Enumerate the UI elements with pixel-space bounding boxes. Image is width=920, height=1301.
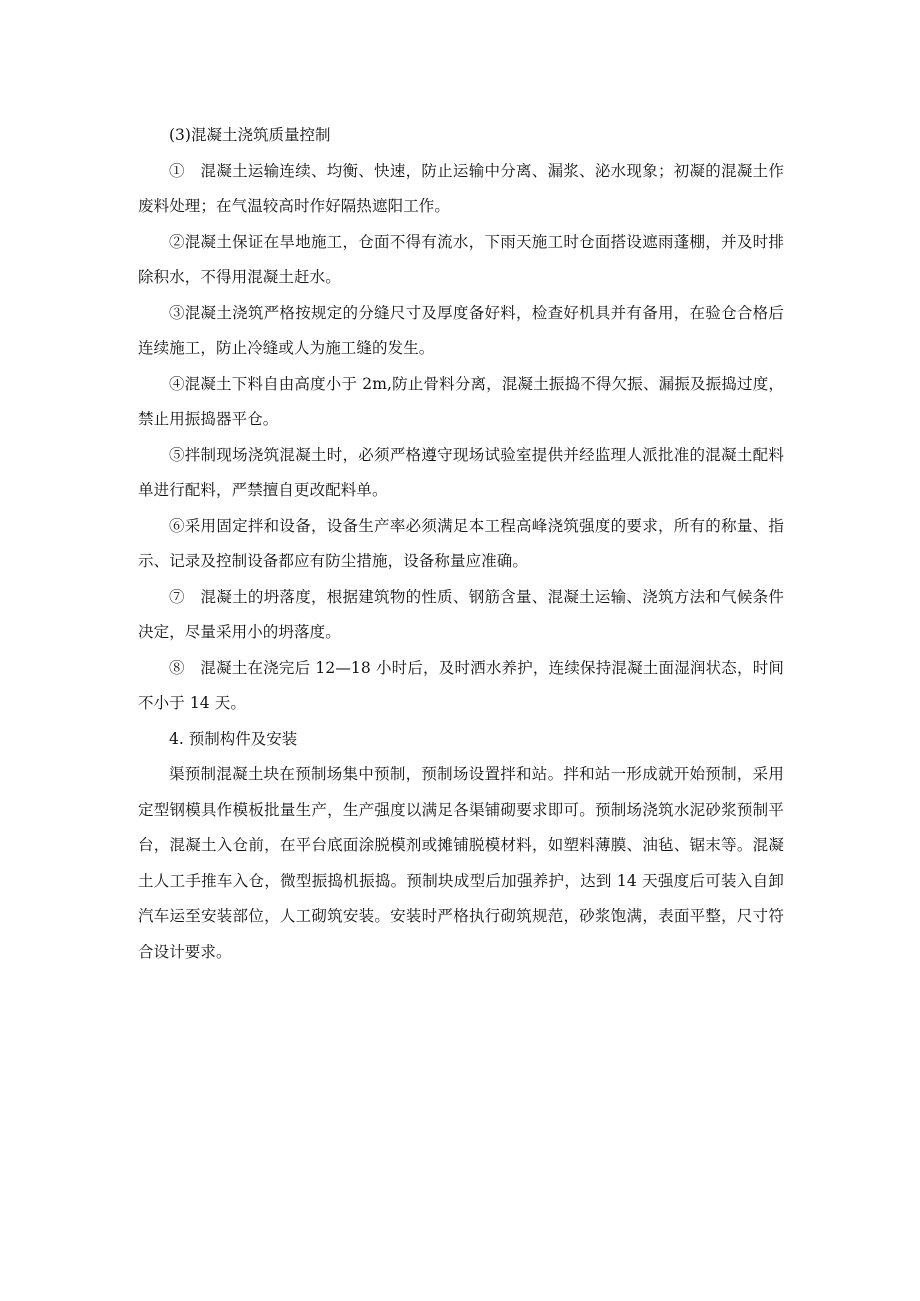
quality-item-6: ⑥采用固定拌和设备，设备生产率必须满足本工程高峰浇筑强度的要求，所有的称量、指示、记录及控制设备都应有防尘措施，设备称量应准确。 <box>138 516 784 570</box>
quality-item-3: ③混凝土浇筑严格按规定的分缝尺寸及厚度备好料，检查好机具并有备用，在验仓合格后连续施工，防止冷缝或人为施工缝的发生。 <box>138 303 784 357</box>
quality-item-2: ②混凝土保证在旱地施工，仓面不得有流水，下雨天施工时仓面搭设遮雨蓬棚，并及时排除积水，不得用混凝土赶水。 <box>138 232 784 286</box>
quality-item-4: ④混凝土下料自由高度小于 2m,防止骨料分离，混凝土振捣不得欠振、漏振及振捣过度，禁止用振捣器平仓。 <box>138 374 784 428</box>
quality-item-7: ⑦ 混凝土的坍落度，根据建筑物的性质、钢筋含量、混凝土运输、浇筑方法和气候条件决定，尽量采用小的坍落度。 <box>138 587 784 641</box>
quality-item-1: ① 混凝土运输连续、均衡、快速，防止运输中分离、漏浆、泌水现象；初凝的混凝土作废料处理；在气温较高时作好隔热遮阳工作。 <box>138 161 784 215</box>
section-4-body: 渠预制混凝土块在预制场集中预制，预制场设置拌和站。拌和站一形成就开始预制，采用定型钢模具作模板批量生产，生产强度以满足各渠铺砌要求即可。预制场浇筑水泥砂浆预制平台，混凝土入仓前，在平台底面涂脱模剂或摊铺脱模材料，如塑料薄膜、油毡、锯末等。混凝土人工手推车入仓，微型振捣机振捣。预制块成型后加强养护，达到 14 天强度后可装入自卸汽车运至安装部位，人工砌筑安装。安装时严格执行砌筑规范，砂浆饱满，表面平整，尺寸符合设计要求。 <box>138 765 784 961</box>
section-3-heading: (3)混凝土浇筑质量控制 <box>169 126 331 144</box>
section-4-heading: 4. 预制构件及安装 <box>169 729 298 748</box>
document-body <box>138 118 784 970</box>
quality-item-8: ⑧ 混凝土在浇完后 12—18 小时后，及时洒水养护，连续保持混凝土面湿润状态，时间不小于 14 天。 <box>138 658 784 712</box>
quality-item-5: ⑤拌制现场浇筑混凝土时，必须严格遵守现场试验室提供并经监理人派批准的混凝土配料单进行配料，严禁擅自更改配料单。 <box>138 445 784 499</box>
